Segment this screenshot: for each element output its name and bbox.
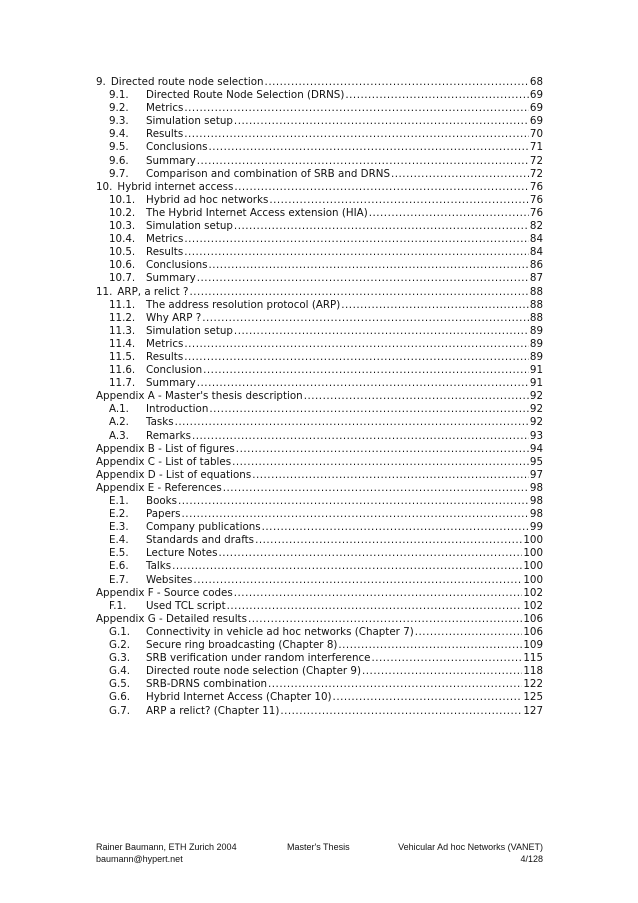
toc-entry-number: 9.6.	[109, 154, 129, 167]
toc-entry-title: Summary	[146, 272, 196, 285]
toc-entry-title: Appendix F - Source codes	[96, 586, 233, 599]
toc-entry-title: ARP a relict? (Chapter 11)	[146, 704, 280, 717]
toc-entry-number: 10.2.	[109, 206, 136, 219]
toc-dot-leader	[182, 508, 529, 521]
toc-entry	[96, 560, 543, 573]
toc-entry	[96, 207, 543, 220]
toc-entry-title: Lecture Notes	[146, 547, 218, 560]
toc-dot-leader	[184, 128, 529, 141]
toc-entry-page: 100	[523, 573, 543, 586]
toc-dot-leader	[369, 207, 529, 220]
toc-entry-title: Simulation setup	[146, 220, 233, 233]
toc-entry-title: Talks	[146, 560, 172, 573]
toc-entry	[96, 259, 543, 272]
toc-dot-leader	[172, 560, 522, 573]
toc-entry-number: 10.4.	[109, 233, 136, 246]
toc-entry-title: ARP, a relict ?	[117, 285, 189, 298]
toc-entry	[96, 377, 543, 390]
toc-entry-page: 89	[529, 350, 543, 363]
toc-entry-number: 11.3.	[109, 324, 136, 337]
toc-entry	[96, 587, 543, 600]
toc-entry-title: Summary	[146, 154, 196, 167]
toc-entry-number: G.2.	[109, 639, 131, 652]
toc-entry-title: Directed route node selection	[110, 76, 264, 88]
toc-entry	[96, 443, 543, 456]
footer-doc-type: Master's Thesis	[287, 842, 350, 852]
toc-entry-page: 118	[523, 665, 543, 678]
toc-dot-leader	[218, 547, 522, 560]
toc-dot-leader	[184, 351, 529, 364]
toc-entry-number: 9.7.	[109, 167, 129, 180]
toc-entry	[96, 299, 543, 312]
toc-dot-leader	[234, 181, 529, 194]
toc-entry	[96, 115, 543, 128]
toc-dot-leader	[234, 587, 523, 600]
toc-entry	[96, 286, 543, 299]
toc-entry	[96, 456, 543, 469]
toc-dot-leader	[391, 168, 529, 181]
toc-entry	[96, 194, 543, 207]
toc-entry	[96, 691, 543, 704]
toc-entry-title: Books	[146, 495, 177, 507]
toc-dot-leader	[223, 482, 529, 495]
toc-entry	[96, 168, 543, 181]
toc-entry-page: 89	[529, 337, 543, 350]
toc-entry-number: 11.4.	[109, 337, 136, 350]
toc-entry-title: Conclusions	[146, 141, 208, 154]
toc-dot-leader	[255, 534, 522, 547]
toc-entry-page: 98	[529, 508, 543, 521]
toc-entry	[96, 652, 543, 665]
toc-entry-title: SRB verification under random interference	[146, 652, 371, 665]
toc-dot-leader	[203, 364, 529, 377]
toc-dot-leader	[265, 76, 529, 89]
toc-entry-number: E.4.	[109, 534, 129, 547]
toc-entry-page: 72	[529, 167, 543, 180]
toc-entry	[96, 246, 543, 259]
toc-entry-number: 11.7.	[109, 377, 136, 390]
toc-entry-number: 9.1.	[109, 89, 129, 102]
toc-entry-page: 69	[529, 89, 543, 102]
toc-entry-number: 9.	[96, 76, 106, 88]
toc-entry	[96, 141, 543, 154]
toc-entry-page: 88	[529, 298, 543, 311]
toc-dot-leader	[338, 639, 522, 652]
toc-entry	[96, 600, 543, 613]
toc-entry	[96, 364, 543, 377]
toc-entry	[96, 574, 543, 587]
toc-entry-title: Results	[146, 350, 184, 363]
toc-entry-page: 92	[529, 416, 543, 429]
toc-entry-page: 91	[529, 364, 543, 377]
toc-entry	[96, 272, 543, 285]
toc-entry	[96, 495, 543, 508]
toc-dot-leader	[178, 495, 529, 508]
toc-entry-page: 69	[529, 115, 543, 128]
toc-entry	[96, 430, 543, 443]
toc-entry	[96, 469, 543, 482]
toc-entry	[96, 155, 543, 168]
toc-entry-page: 88	[529, 311, 543, 324]
toc-entry-page: 71	[529, 141, 543, 154]
toc-entry-page: 69	[529, 102, 543, 115]
toc-entry-number: 11.6.	[109, 364, 136, 377]
toc-entry-page: 76	[529, 206, 543, 219]
toc-entry-title: Appendix A - Master's thesis description	[96, 390, 303, 403]
toc-entry-number: 9.2.	[109, 102, 129, 115]
toc-entry	[96, 678, 543, 691]
toc-entry-title: Papers	[146, 508, 181, 521]
toc-entry-number: 10.6.	[109, 259, 136, 272]
toc-dot-leader	[232, 456, 529, 469]
toc-entry-title: Results	[146, 128, 184, 141]
toc-entry-title: Appendix E - References	[96, 481, 222, 494]
toc-entry-page: 68	[529, 76, 543, 88]
toc-entry-page: 87	[529, 272, 543, 285]
toc-entry-title: Hybrid Internet Access (Chapter 10)	[146, 691, 332, 704]
toc-entry-page: 100	[523, 547, 543, 560]
toc-entry-title: Simulation setup	[146, 115, 233, 128]
toc-entry-title: SRB-DRNS combination	[146, 678, 268, 691]
toc-entry-page: 106	[523, 612, 543, 625]
toc-entry-number: 10.	[96, 180, 113, 193]
toc-entry-title: Hybrid ad hoc networks	[146, 193, 269, 206]
toc-entry	[96, 181, 543, 194]
toc-entry-title: Metrics	[146, 233, 184, 246]
toc-dot-leader	[415, 626, 523, 639]
toc-entry	[96, 102, 543, 115]
toc-entry	[96, 233, 543, 246]
toc-entry	[96, 665, 543, 678]
toc-entry-number: A.3.	[109, 429, 129, 442]
toc-dot-leader	[262, 521, 529, 534]
toc-entry	[96, 705, 543, 718]
toc-entry-title: Used TCL script	[146, 599, 226, 612]
toc-dot-leader	[175, 416, 529, 429]
toc-dot-leader	[371, 652, 522, 665]
toc-entry-page: 99	[529, 521, 543, 534]
toc-entry	[96, 403, 543, 416]
toc-entry-number: 11.2.	[109, 311, 136, 324]
toc-dot-leader	[248, 613, 522, 626]
toc-entry-title: The address resolution protocol (ARP)	[146, 298, 341, 311]
toc-entry-page: 98	[529, 481, 543, 494]
toc-entry-title: Company publications	[146, 521, 261, 534]
toc-entry-title: Results	[146, 246, 184, 259]
toc-dot-leader	[333, 691, 523, 704]
toc-dot-leader	[184, 246, 529, 259]
toc-entry	[96, 613, 543, 626]
toc-entry-page: 106	[523, 625, 543, 638]
toc-entry	[96, 128, 543, 141]
toc-entry-number: G.6.	[109, 691, 131, 704]
toc-entry-title: Hybrid internet access	[117, 180, 234, 193]
toc-entry-page: 70	[529, 128, 543, 141]
toc-entry-title: Connectivity in vehicle ad hoc networks (Chapter 7)	[146, 625, 414, 638]
toc-entry-number: E.6.	[109, 560, 129, 573]
toc-entry-number: G.3.	[109, 652, 131, 665]
toc-entry	[96, 521, 543, 534]
toc-dot-leader	[184, 233, 529, 246]
toc-entry-page: 76	[529, 193, 543, 206]
toc-entry-page: 97	[529, 468, 543, 481]
footer-email: baumann@hypert.net	[96, 853, 183, 864]
toc-entry-number: A.1.	[109, 403, 129, 416]
toc-entry-title: Metrics	[146, 102, 184, 115]
toc-dot-leader	[208, 259, 528, 272]
toc-entry	[96, 390, 543, 403]
toc-entry-number: 9.3.	[109, 115, 129, 128]
toc-entry-number: 9.5.	[109, 141, 129, 154]
toc-entry-page: 122	[523, 678, 543, 691]
toc-entry	[96, 639, 543, 652]
page-footer	[96, 842, 543, 865]
toc-dot-leader	[268, 678, 522, 691]
toc-dot-leader	[197, 272, 529, 285]
toc-entry-page: 115	[523, 652, 543, 665]
toc-entry-page: 98	[529, 495, 543, 507]
toc-entry-title: Comparison and combination of SRB and DRNS	[146, 167, 390, 180]
toc-dot-leader	[362, 665, 522, 678]
toc-entry-number: E.7.	[109, 573, 129, 586]
toc-entry-page: 92	[529, 390, 543, 403]
toc-entry-page: 84	[529, 233, 543, 246]
toc-entry	[96, 351, 543, 364]
toc-entry-number: 11.	[96, 285, 113, 298]
toc-entry-title: Secure ring broadcasting (Chapter 8)	[146, 639, 338, 652]
toc-entry-title: Summary	[146, 377, 196, 390]
toc-entry-title: Appendix C - List of tables	[96, 455, 232, 468]
toc-dot-leader	[192, 430, 529, 443]
toc-entry-number: 11.1.	[109, 298, 136, 311]
toc-entry-page: 102	[523, 586, 543, 599]
toc-dot-leader	[184, 338, 529, 351]
toc-entry-title: Simulation setup	[146, 324, 233, 337]
toc-entry-page: 89	[529, 324, 543, 337]
toc-entry-title: Tasks	[146, 416, 174, 429]
toc-dot-leader	[234, 325, 529, 338]
toc-entry-number: 9.4.	[109, 128, 129, 141]
toc-entry	[96, 416, 543, 429]
toc-entry-title: Websites	[146, 573, 193, 586]
toc-entry	[96, 76, 543, 89]
toc-entry-page: 100	[523, 560, 543, 573]
toc-entry	[96, 534, 543, 547]
toc-entry-page: 93	[529, 429, 543, 442]
toc-entry-number: E.1.	[109, 495, 129, 507]
toc-entry-page: 91	[529, 377, 543, 390]
toc-entry-page: 109	[523, 639, 543, 652]
toc-dot-leader	[252, 469, 529, 482]
toc-dot-leader	[280, 705, 522, 718]
toc-entry-page: 127	[523, 704, 543, 717]
toc-entry-page: 84	[529, 246, 543, 259]
toc-entry-title: Directed Route Node Selection (DRNS)	[146, 89, 345, 102]
toc-entry-number: G.7.	[109, 704, 131, 717]
toc-entry-number: 11.5.	[109, 350, 136, 363]
toc-dot-leader	[209, 403, 529, 416]
toc-entry-page: 86	[529, 259, 543, 272]
toc-dot-leader	[227, 600, 523, 613]
toc-entry-number: E.2.	[109, 508, 129, 521]
toc-entry-number: E.5.	[109, 547, 129, 560]
toc-entry	[96, 89, 543, 102]
toc-entry-title: Conclusion	[146, 364, 203, 377]
toc-entry-page: 125	[523, 691, 543, 704]
toc-entry-number: 10.3.	[109, 220, 136, 233]
toc-dot-leader	[234, 220, 529, 233]
toc-entry-page: 95	[529, 455, 543, 468]
toc-entry-title: Appendix G - Detailed results	[96, 612, 247, 625]
toc-entry	[96, 312, 543, 325]
toc-entry-number: E.3.	[109, 521, 129, 534]
toc-entry-title: Directed route node selection (Chapter 9)	[146, 665, 362, 678]
toc-entry-number: G.5.	[109, 678, 131, 691]
toc-entry-page: 92	[529, 403, 543, 416]
toc-dot-leader	[197, 377, 529, 390]
toc-entry-title: Appendix D - List of equations	[96, 468, 252, 481]
toc-dot-leader	[189, 286, 528, 299]
toc-entry-title: Why ARP ?	[146, 311, 202, 324]
toc-entry-number: G.1.	[109, 625, 131, 638]
toc-dot-leader	[341, 299, 529, 312]
toc-entry-page: 94	[529, 442, 543, 455]
footer-author: Rainer Baumann, ETH Zurich 2004	[96, 842, 237, 852]
toc-entry	[96, 508, 543, 521]
toc-dot-leader	[184, 102, 529, 115]
toc-entry-title: Standards and drafts	[146, 534, 255, 547]
toc-entry-page: 72	[529, 154, 543, 167]
toc-entry	[96, 547, 543, 560]
toc-entry-number: 10.1.	[109, 193, 136, 206]
toc-entry	[96, 482, 543, 495]
toc-entry-title: Introduction	[146, 403, 209, 416]
toc-entry-page: 100	[523, 534, 543, 547]
toc-dot-leader	[234, 115, 529, 128]
toc-entry	[96, 325, 543, 338]
toc-entry-number: 10.7.	[109, 272, 136, 285]
toc-entry-number: G.4.	[109, 665, 131, 678]
toc-entry-title: Remarks	[146, 429, 191, 442]
toc-entry-number: F.1.	[109, 599, 127, 612]
toc-dot-leader	[193, 574, 522, 587]
toc-entry-number: A.2.	[109, 416, 129, 429]
toc-dot-leader	[197, 155, 529, 168]
toc-entry-number: 10.5.	[109, 246, 136, 259]
toc-dot-leader	[208, 141, 528, 154]
toc-dot-leader	[304, 390, 529, 403]
toc-dot-leader	[269, 194, 529, 207]
footer-page-number: 4/128	[520, 853, 543, 864]
toc-entry-page: 82	[529, 220, 543, 233]
footer-doc-title: Vehicular Ad hoc Networks (VANET)	[398, 842, 543, 852]
toc-entry	[96, 338, 543, 351]
toc-entry-title: Appendix B - List of figures	[96, 442, 235, 455]
toc-dot-leader	[236, 443, 529, 456]
toc-entry-page: 88	[529, 285, 543, 298]
toc-dot-leader	[202, 312, 529, 325]
toc-entry-title: The Hybrid Internet Access extension (HIA)	[146, 206, 368, 219]
toc-entry-title: Conclusions	[146, 259, 208, 272]
toc-entry	[96, 220, 543, 233]
table-of-contents	[96, 76, 543, 718]
toc-entry	[96, 626, 543, 639]
toc-entry-page: 102	[523, 599, 543, 612]
toc-entry-page: 76	[529, 180, 543, 193]
toc-dot-leader	[345, 89, 529, 102]
toc-entry-title: Metrics	[146, 337, 184, 350]
